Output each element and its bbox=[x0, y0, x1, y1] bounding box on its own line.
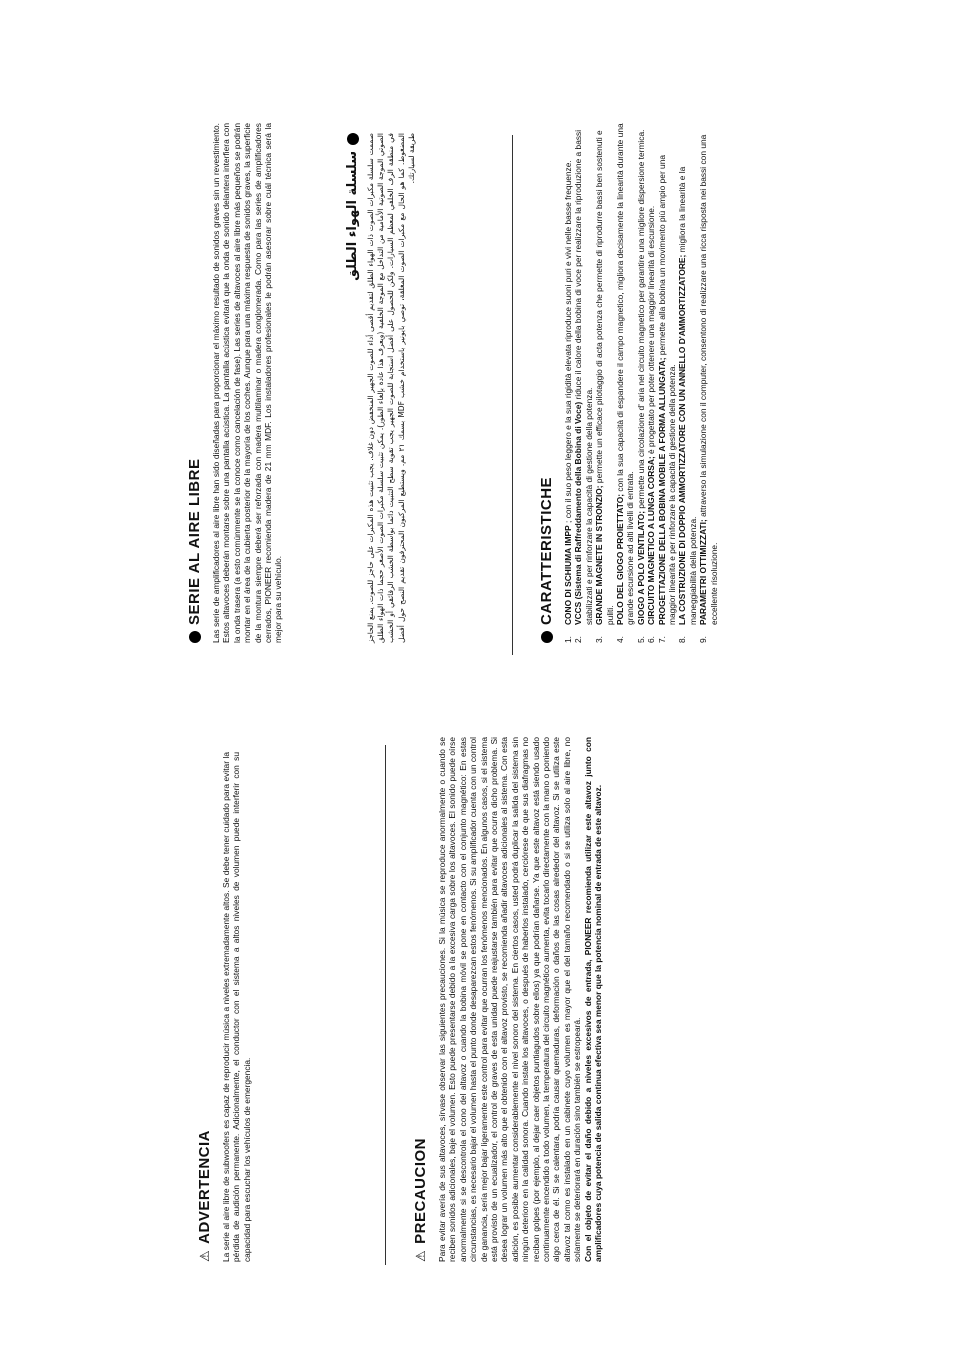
feature-title: CIRCUITO MAGNETICO A LUNGA CORSA; bbox=[646, 456, 657, 625]
feature-item bbox=[646, 123, 656, 643]
feature-description: permette una circolazione d' aria nel circuito magnetico per garantire una migliore dispersione termica. bbox=[635, 129, 646, 511]
precaucion-section bbox=[412, 737, 604, 1262]
arabic-heading bbox=[345, 133, 360, 643]
arabic-text: صممت سلسلة مكبرات الصوت ذات الهواء الطلق لتقديم أقصى أداء للصوت الجهير المنخفض دون غلاف. يجب تثبيت هذه المكبرات على حاجز للصوت. يمنع الحاجز الصوتي الموجة الصوتية الأمامية من التداخل مع الموجة الخلفية (ويعرف هذا عادة بإلغاء الطور). يمكن تثبيت سلسلة مكبرات الصوت الأصغر حجما ذات الهواء الطلق في منطقة الرف الخلفي لمعظم السيارات. ولكن للحصول على أفضل استجابة للصوت الجهير يجب تقوية سطح التثبيت دائما بواسطة الخشب الرقائقي أو الخشب المضغوط. كما هو الحال مع مكبرات الصوت المغلقة، توصي بايونير باستخدام خشب MDF بسمك ٢١ مم. ويستطيع المركبون المحترفون تقديم النصح حول أفضل طريقة لسيارتك. bbox=[366, 133, 416, 643]
feature-title: PARAMETRI OTTIMIZZATI; bbox=[698, 519, 709, 625]
arabic-section bbox=[345, 133, 417, 643]
feature-text bbox=[698, 123, 719, 625]
feature-text bbox=[573, 123, 594, 625]
serie-title: SERIE AL AIRE LIBRE bbox=[186, 458, 203, 625]
feature-number: 4. bbox=[615, 636, 626, 643]
feature-item bbox=[698, 123, 719, 643]
precaucion-text: Para evitar avería de sus altavoces, sírvase observar las siguientes precauciones. Si la música se reproduce anormalmente o cuando se reciben sonidos adicionales, baje el volumen. Esto puede presentarse debido a la excesiva carga sobre los altavoces. El sonido puede oírse anormalmente si se descontrola el cono del altavoz o cuando la bobina móvil se pone en contacto con el conjunto magnético: En estas circunstancias, es necesario bajar el volumen hasta el punto donde desaparezcan estos fenómenos. Si su amplificador cuenta con un control de ganancia, sería mejor bajar ligeramente este control para evitar que ocurran los fenómenos mencionados. En algunos casos, si el sistema está provisto de un ecualizador, el control de graves de esta unidad puede reajustarse también para evitar que ocurra dicho problema. Si desea lograr un volumen más alto que el obtenido con el altavoz provisto, se recomienda añadir altavoces adicionales al sistema. Con esta adición, es posible aumentar considerablemente el nivel sonoro del sistema. En ciertos casos, usted podrá duplicar la salida del sistema sin ningún deterioro en la calidad sonora. Cuando instale los altavoces, o después de haberlos instalado, cerciórese de que sus diafragmas no reciban golpes (por ejemplo, al dejar caer objetos puntiagudos sobre ellos) ya que podrían dañarse. Ya que este altavoz está siendo usado continuamente encendido a todo volumen, la temperatura del circuito magnético aumenta, evita tocarlo directamente con la mano o poniendo algo cerca de él. Si se calentara, podría causar quemaduras, deformación o daños de las cosas alrededor del altavoz. Si se utiliza este altavoz tal como es instalado en un cabinete cuyo volumen es mayor que el del tamaño recomendado o si se utiliza solo al aire libre, no solamente se deteriorará en duración sino también se estropeará. bbox=[437, 737, 583, 1262]
feature-item bbox=[594, 123, 615, 643]
divider-left-column bbox=[385, 745, 386, 1265]
feature-number: 6. bbox=[646, 636, 657, 643]
feature-text bbox=[677, 123, 698, 625]
warning-icon: ⚠ bbox=[196, 1249, 212, 1262]
caratteristiche-section bbox=[538, 123, 719, 643]
serie-text: Las serie de amplificadores al aire libre han sido diseñadas para proporcionar el máximo resultado de sonidos graves sin un revestimiento. Estos altavoces deberán montarse sobre una pantalla acústica. La pantalla acústica evitará que la onda de sonido delantera interfiera con la onda trasera (a esto comúnmente se la conoce como cancelación de fase). Las series de altavoces al aire libre más pequeños se podrán montar en el área de la cubierta posterior de la mayoría de los coches. Aunque para una máxima respuesta de sonidos graves, la superficie de la montura siempre deberá ser reforzada con madera multilaminar o madera conglomerada. Como para las series de amplificadores cerrados, PIONEER recomienda madera de 21 mm MDF. Los instaladores profesionales le podrán asesorar sobre cuál técnica será la mejor para su vehículo. bbox=[211, 123, 284, 643]
feature-title: LA COSTRUZIONE DI DOPPIO AMMORTIZZATORE CON UN ANNELLO D'AMMORTIZZATORE; bbox=[677, 254, 688, 625]
feature-item bbox=[657, 123, 678, 643]
precaucion-heading bbox=[412, 737, 429, 1262]
advertencia-text: La serie al aire libre de subwoofers es capaz de reproducir música a niveles extremadamente altos. Se debe tener cuidado para evitar la pérdida de audición permanente. Adicionalmente, el conductor con el sistema a altos niveles de volumen puede interferir con su capacidad para escuchar los vehículos de emergencia. bbox=[221, 752, 252, 1262]
feature-item bbox=[636, 123, 646, 643]
bullet-icon bbox=[347, 133, 359, 145]
feature-title: VCCS (Sistema di Raffreddamento della Bobina di Voce) bbox=[573, 401, 584, 625]
feature-item bbox=[615, 123, 636, 643]
caratteristiche-heading bbox=[538, 123, 555, 643]
feature-title: PROGETTAZIONE DELLA BOBINA MOBILE A FORMA ALLUNGATA; bbox=[656, 357, 667, 625]
feature-number: 3. bbox=[594, 636, 605, 643]
serie-heading bbox=[186, 123, 203, 643]
warning-icon: ⚠ bbox=[412, 1249, 428, 1262]
feature-text bbox=[563, 160, 573, 625]
feature-description: è progettato per poter ottenere una maggior linearità di escursione. bbox=[646, 205, 657, 457]
feature-text bbox=[646, 206, 656, 625]
arabic-title: سلسلة الهواء الطلق bbox=[345, 151, 360, 281]
feature-number: 5. bbox=[635, 636, 646, 643]
feature-number: 9. bbox=[698, 636, 709, 643]
feature-description: attraverso la simulazione con il computer, consentono di realizzare una ricca risposta nei bassi con una eccellente risoluzione. bbox=[698, 134, 719, 625]
feature-text bbox=[615, 123, 636, 625]
feature-description: permette un efficace pilotaggio di acta potenza che permette di riprodurre bassi ben sostenuti e puliti. bbox=[594, 130, 615, 625]
feature-number: 7. bbox=[656, 636, 667, 643]
feature-description: migliora la linearità e la maneggiabilità della potenza. bbox=[677, 166, 698, 625]
feature-number: 2. bbox=[573, 636, 584, 643]
precaucion-title: PRECAUCION bbox=[412, 1138, 429, 1244]
feature-title: GIOGO A POLO VENTILATO; bbox=[635, 511, 646, 625]
feature-title: POLO DEL GIOGO PROIETTATO; bbox=[615, 493, 626, 625]
feature-title: GRANDE MAGNETE IN STRONZIO; bbox=[594, 485, 605, 625]
bullet-icon bbox=[189, 631, 201, 643]
feature-item bbox=[573, 123, 594, 643]
feature-item bbox=[677, 123, 698, 643]
precaucion-bold-text: Con el objeto de evitar el daño debido a niveles excesivos de entrada, PIONEER recomienda utilizar este altavoz junto con amplificadores cuya potencia de salida continua efectiva sea menor que la potencia nominal de entrada de este altavoz. bbox=[582, 737, 604, 1262]
divider-right-column bbox=[512, 135, 513, 655]
caratteristiche-title: CARATTERISTICHE bbox=[538, 476, 555, 625]
feature-text bbox=[594, 123, 615, 625]
advertencia-title: ADVERTENCIA bbox=[196, 1130, 213, 1244]
feature-description: con la sua capacità di espandere il campo magnetico, migliora decisamente la linearità durante una grande escursione ad alti livelli di entrata. bbox=[615, 123, 636, 625]
serie-section bbox=[186, 123, 284, 643]
advertencia-heading bbox=[196, 752, 213, 1262]
feature-text bbox=[636, 130, 646, 625]
bullet-icon bbox=[541, 631, 553, 643]
features-list bbox=[563, 123, 719, 643]
feature-description: permette alla bobina un movimento più ampio per una maggior linearità e per rinforzare la capacità di gestione della potenza. bbox=[656, 154, 678, 625]
feature-number: 1. bbox=[563, 636, 573, 643]
feature-number: 8. bbox=[677, 636, 688, 643]
feature-title: CONO DI SCHIUMA IMPP bbox=[563, 525, 573, 625]
advertencia-section bbox=[196, 752, 252, 1262]
feature-description: riduce il calore della bobina di voce per realizzare la riproduzione a bassi stabilizzati e per rinforzare la capacità di gestione della potenza. bbox=[573, 129, 594, 625]
feature-item bbox=[563, 123, 573, 643]
feature-description: ; con il suo peso leggero e la sua rigidità elevata riproduce suoni puri e vivi nelle basse frequenze. bbox=[563, 160, 573, 526]
feature-text bbox=[657, 123, 678, 625]
